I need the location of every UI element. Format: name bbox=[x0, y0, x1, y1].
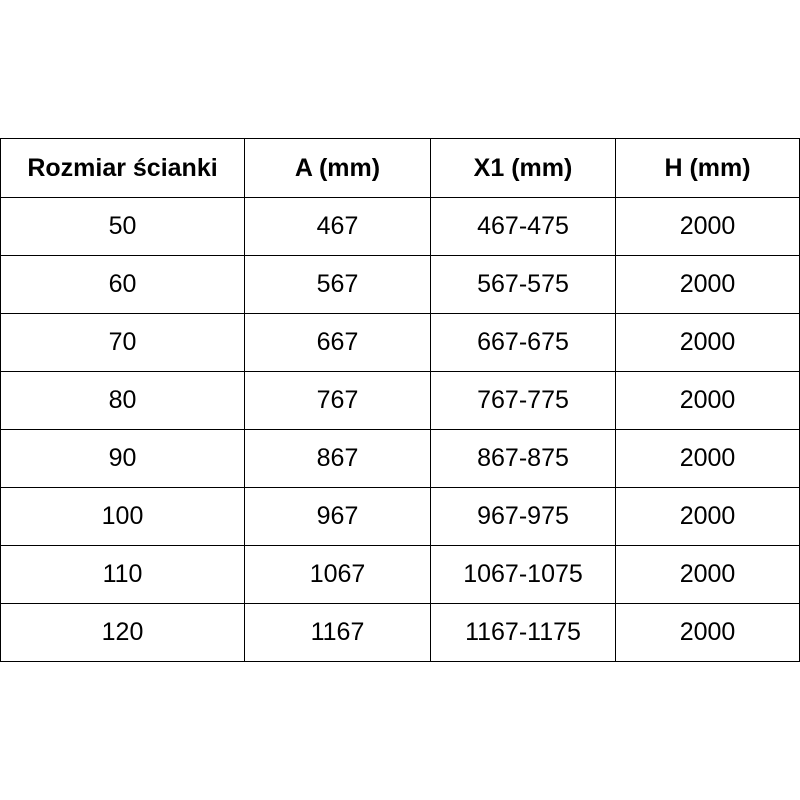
cell-a: 467 bbox=[245, 198, 431, 256]
table-row bbox=[1, 546, 800, 604]
cell-wall-size: 120 bbox=[1, 604, 245, 662]
header-h-mm: H (mm) bbox=[616, 139, 800, 198]
cell-wall-size: 60 bbox=[1, 256, 245, 314]
table-row bbox=[1, 256, 800, 314]
table-row bbox=[1, 430, 800, 488]
cell-x1: 1167-1175 bbox=[431, 604, 616, 662]
cell-h: 2000 bbox=[616, 256, 800, 314]
cell-a: 567 bbox=[245, 256, 431, 314]
cell-x1: 567-575 bbox=[431, 256, 616, 314]
cell-a: 667 bbox=[245, 314, 431, 372]
cell-wall-size: 110 bbox=[1, 546, 245, 604]
dimensions-table bbox=[0, 138, 800, 662]
cell-a: 767 bbox=[245, 372, 431, 430]
cell-a: 867 bbox=[245, 430, 431, 488]
cell-h: 2000 bbox=[616, 604, 800, 662]
table-header bbox=[1, 139, 800, 198]
cell-h: 2000 bbox=[616, 546, 800, 604]
cell-a: 1067 bbox=[245, 546, 431, 604]
cell-x1: 467-475 bbox=[431, 198, 616, 256]
cell-h: 2000 bbox=[616, 372, 800, 430]
cell-a: 1167 bbox=[245, 604, 431, 662]
cell-wall-size: 80 bbox=[1, 372, 245, 430]
cell-h: 2000 bbox=[616, 430, 800, 488]
cell-wall-size: 70 bbox=[1, 314, 245, 372]
header-x1-mm: X1 (mm) bbox=[431, 139, 616, 198]
cell-h: 2000 bbox=[616, 314, 800, 372]
table-row bbox=[1, 372, 800, 430]
cell-a: 967 bbox=[245, 488, 431, 546]
cell-h: 2000 bbox=[616, 198, 800, 256]
cell-wall-size: 50 bbox=[1, 198, 245, 256]
header-row bbox=[1, 139, 800, 198]
cell-wall-size: 100 bbox=[1, 488, 245, 546]
cell-x1: 667-675 bbox=[431, 314, 616, 372]
cell-x1: 867-875 bbox=[431, 430, 616, 488]
table-row bbox=[1, 314, 800, 372]
header-wall-size: Rozmiar ścianki bbox=[1, 139, 245, 198]
table-row bbox=[1, 604, 800, 662]
cell-wall-size: 90 bbox=[1, 430, 245, 488]
table-row bbox=[1, 488, 800, 546]
cell-h: 2000 bbox=[616, 488, 800, 546]
header-a-mm: A (mm) bbox=[245, 139, 431, 198]
table-body bbox=[1, 198, 800, 662]
cell-x1: 967-975 bbox=[431, 488, 616, 546]
table-row bbox=[1, 198, 800, 256]
cell-x1: 767-775 bbox=[431, 372, 616, 430]
cell-x1: 1067-1075 bbox=[431, 546, 616, 604]
